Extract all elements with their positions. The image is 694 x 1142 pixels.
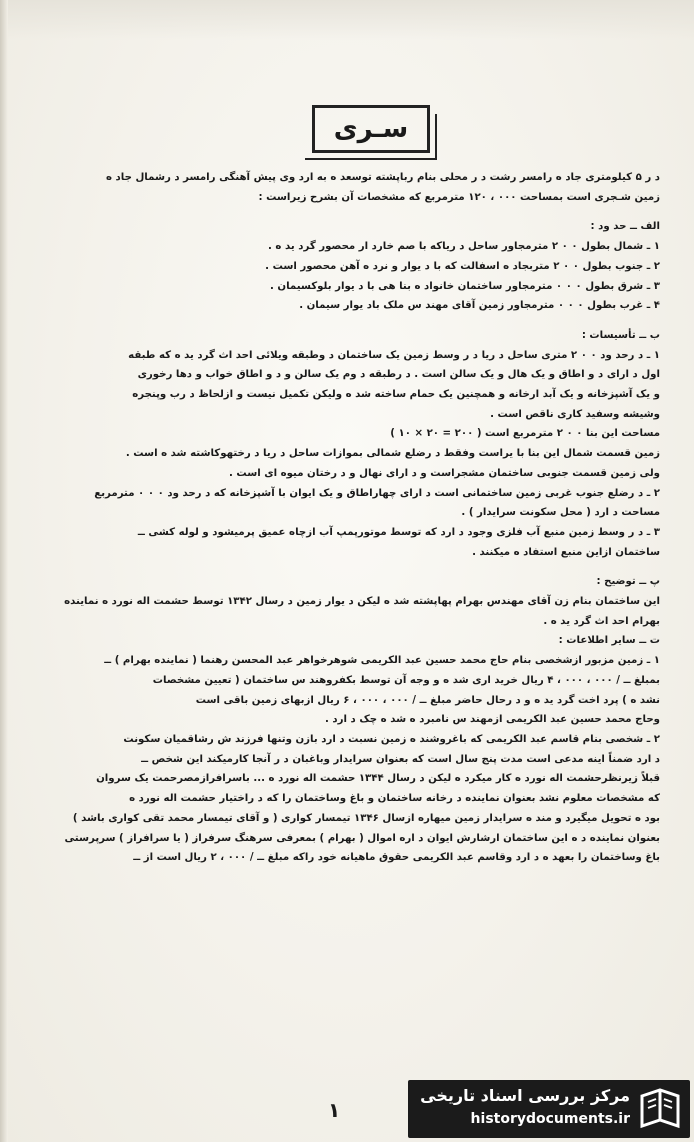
text-line: ۴ ـ غرب بطول ۰ ۰ ۰ مترمجاور زمین آقای مهند س ملک باد یوار سیمان . xyxy=(299,300,660,312)
line-gap xyxy=(50,316,660,326)
text-line: ۳ ـ د ر وسط زمین منبع آب فلزی وجود د ارد که توسط موتورپمپ آب ازچاه عمیق پرمیشود و لوله کشی ــ xyxy=(137,526,660,538)
watermark-logo xyxy=(408,1080,690,1138)
text-line: بعنوان نماینده د ه این ساختمان ارشارش ایوان د اره اموال ( بهرام ) بمعرفی سرهنگ سرفراز ( یا سرافراز ) سرپرستی xyxy=(64,832,660,844)
text-line: د ر ۵ کیلومتری جاد ه رامسر رشت د ر محلی بنام رباپشته توسعد ه به ارد وی پیش آهنگی رامسر د رشمال جاد ه xyxy=(105,172,660,183)
watermark-url: historydocuments.ir xyxy=(470,1111,630,1127)
watermark-persian: مرکز بررسی اسناد تاریخی xyxy=(420,1086,630,1105)
text-line: ۱ ـ شمال بطول ۰ ۰ ۲ مترمجاور ساحل د ریاکه با صم خارد ار محصور گرد ید ه . xyxy=(268,241,660,253)
line-gap xyxy=(50,562,660,572)
text-line: وحاج محمد حسین عبد الکریمی ازمهند س نامبرد ه شد ه چک د ارد . xyxy=(325,714,660,726)
scan-shading xyxy=(0,0,694,40)
text-line: ۳ ـ شرق بطول ۰ ۰ ۰ مترمجاور ساختمان خانواد ه بنا هی با د یوار بلوکسیمان . xyxy=(269,280,660,292)
text-line: بود ه تحویل میگیرد و مند ه سرایدار زمین میهاره ازسال ۱۳۴۶ تیمسار کواری ( و آقای تیمسار محمد تقی کواری باشد ) xyxy=(72,812,660,824)
text-line: الف ــ حد ود : xyxy=(590,221,660,233)
text-line: نشد ه ) پرد اخت گرد ید ه و د رحال حاضر مبلغ ــ / ۰۰۰ ، ۰۰۰ ، ۶ ریال ازبهای زمین باقی است xyxy=(195,694,660,706)
page-number: ۱ xyxy=(328,1098,341,1122)
text-line: ۲ ـ شخصی بنام قاسم عبد الکریمی که باغروشند ه زمین نسبت د ارد بازن وتنها فرزند ش رشاقمیان سکونت xyxy=(123,733,660,745)
text-line: قبلاً زیرنظرحشمت اله نورد ه کار میکرد ه لیکن د رسال ۱۳۴۴ حشمت اله نورد ه ... باسرافرازمصرحمت یک سروان xyxy=(96,773,660,785)
book-icon xyxy=(636,1086,684,1132)
classification-stamp xyxy=(312,105,430,153)
text-line: اول د ارای د و اطاق و یک هال و یک سالن است . د رطبقه د وم یک سالن و د و اطاق خواب و دها رخوری xyxy=(137,369,660,381)
text-line: ۱ ـ د رحد ود ۰ ۰ ۲ متری ساحل د ریا د ر وسط زمین یک ساختمان د وطبقه ویلائی احد اث گرد ید ه که طبقه xyxy=(128,349,660,361)
text-line: بمبلغ ــ / ۰۰۰ ، ۰۰۰ ، ۴ ریال خرید اری شد ه و وجه آن توسط بکفروهند س ساختمان ( تعیین مشخصات xyxy=(152,674,660,686)
scan-edge xyxy=(0,0,8,1142)
text-line: زمین قسمت شمال این بنا با یراست وفقط د رضلع شمالی بموازات ساحل د ریا د رختهوکاشته شد ه است . xyxy=(125,448,660,460)
text-line: ولی زمین قسمت جنوبی ساختمان مشجراست و د ارای نهال و د رختان میوه ای است . xyxy=(229,467,660,479)
text-line: ساختمان ازاین منبع استفاد ه میکنند . xyxy=(472,546,660,558)
text-line: ۲ ـ جنوب بطول ۰ ۰ ۲ متربجاد ه اسفالت که با د یوار و نرد ه آهن محصور است . xyxy=(265,260,660,272)
text-line: مساحت این بنا ۰ ۰ ۲ مترمربع است ( ۲۰۰ = ۲۰ × ۱۰ ) xyxy=(390,428,660,440)
text-line: وشیشه وسفید کاری ناقص است . xyxy=(490,408,660,420)
text-line: و یک آشپزخانه و یک آبد ارخانه و همچنین یک حمام ساخته شد ه ولیکن تکمیل نیست و ازلحاظ د رب وپنجره xyxy=(132,389,660,401)
text-line: ت ــ سایر اطلاعات : xyxy=(558,635,660,647)
text-line: که مشخصات معلوم نشد بعنوان نماینده د رخانه ساختمان و باغ وساختمان را که د راختیار حشمت اله نورد ه xyxy=(129,793,660,805)
document-body xyxy=(50,168,660,868)
text-line: بهرام احد اث گرد ید ه . xyxy=(543,615,660,627)
text-line: مساحت د ارد ( محل سکونت سرایدار ) . xyxy=(461,507,660,519)
text-line: ۱ ـ زمین مزبور ازشخصی بنام حاج محمد حسین عبد الکریمی شوهرخواهر عبد المحسن رهنما ( نماینده بهرام ) ــ xyxy=(104,655,660,667)
classification-label: سـری xyxy=(333,114,409,144)
text-line: زمین شـجری است بمساحت ۰۰۰ ، ۱۲۰ مترمربع که مشخصات آن بشرح زیراست : xyxy=(258,191,660,203)
text-line: د ارد ضمناً اینه مدعی است مدت پنج سال است که بعنوان سرایدار وباغبان د ر آنجا کارمیکند این شخص ــ xyxy=(141,753,660,765)
text-line: باغ وساختمان را بعهد ه د ارد وقاسم عبد الکریمی حقوق ماهیانه خود راکه مبلغ ــ / ۰۰۰ ، ۲ ریال است از ــ xyxy=(133,852,660,864)
text-line: پ ــ توضیح : xyxy=(596,576,660,588)
text-line: این ساختمان بنام زن آقای مهندس بهرام پهاپشته شد ه لیکن د یوار زمین د رسال ۱۳۴۲ توسط حشمت اله نورد ه نماینده xyxy=(64,596,660,608)
text-line: ۲ ـ د رضلع جنوب غربی زمین ساختمانی است د ارای چهاراطاق و یک ایوان با آشپزخانه که د رحد ود ۰ ۰ ۰ مترمربع xyxy=(94,487,660,499)
text-line: ب ــ تأسیسات : xyxy=(581,329,660,341)
line-gap xyxy=(50,207,660,217)
